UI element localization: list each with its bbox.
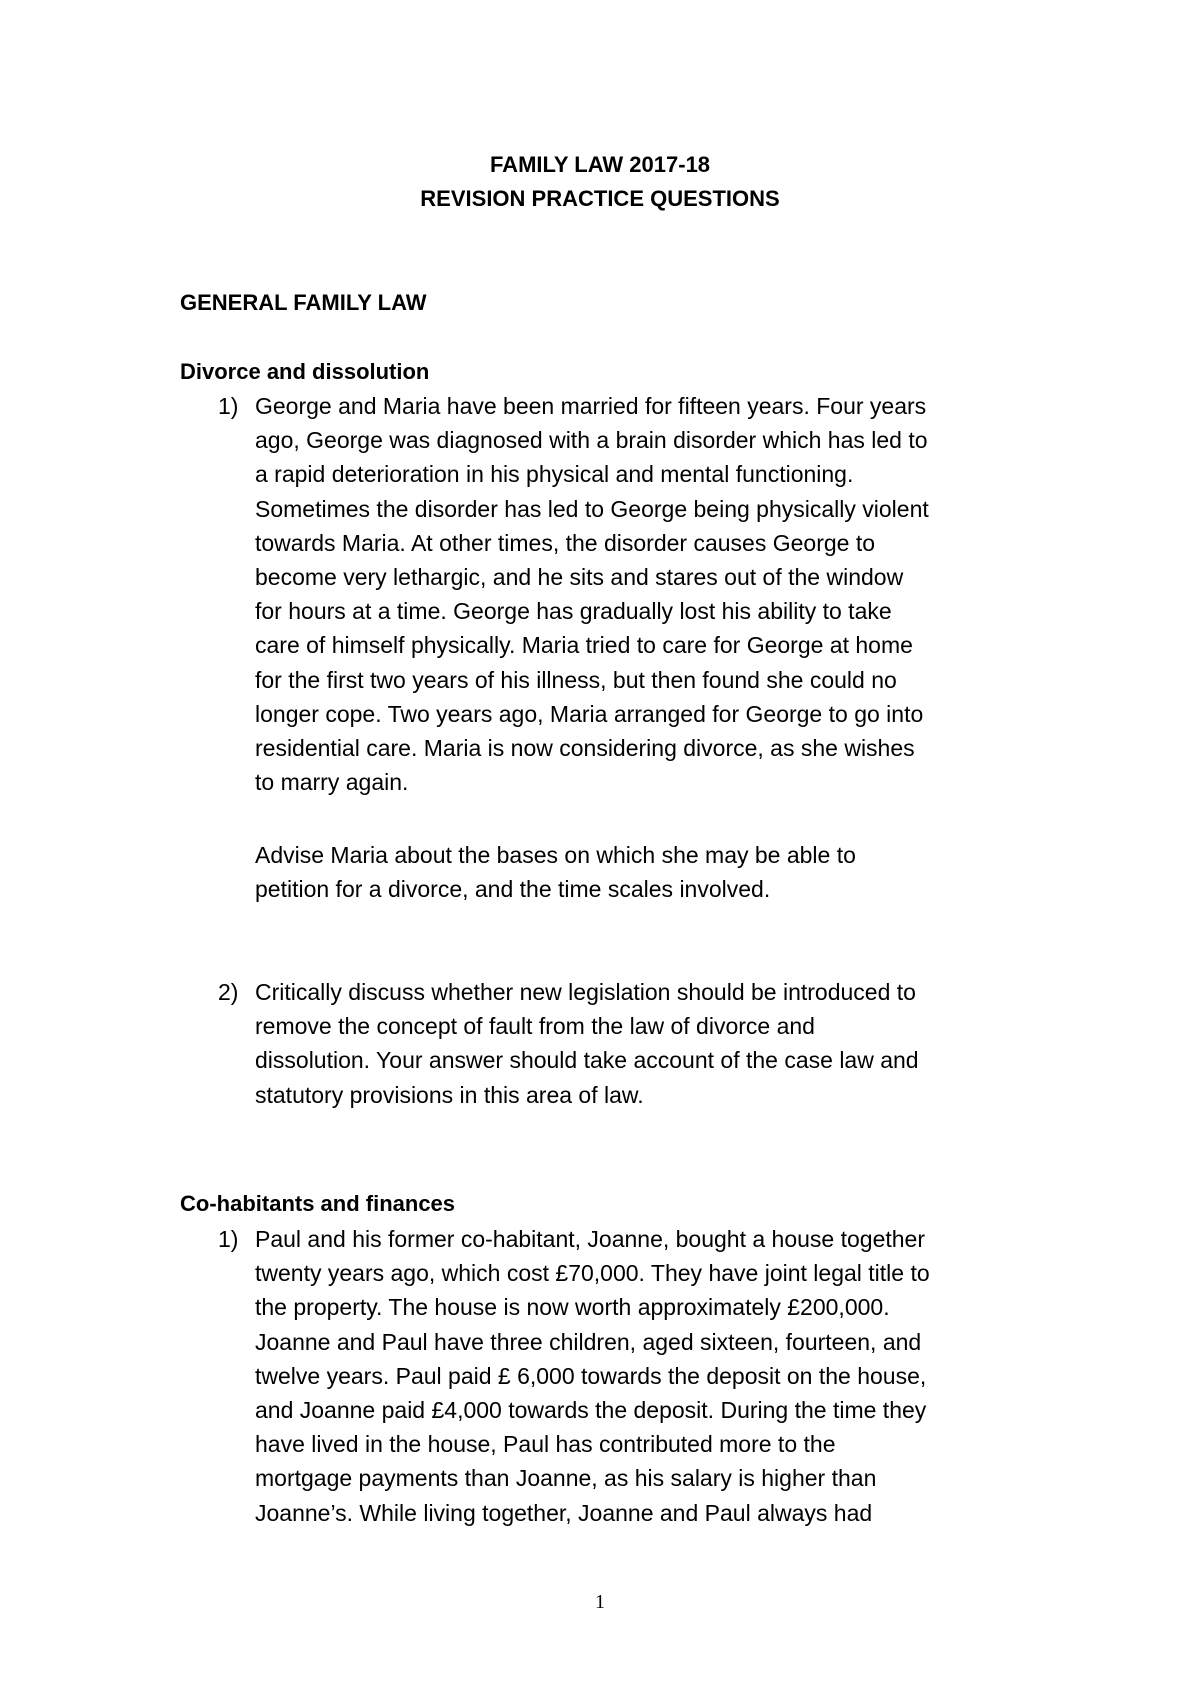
text-line: care of himself physically. Maria tried to care for George at home [255,632,913,659]
text-line: for the first two years of his illness, but then found she could no [255,666,897,693]
question-text-divorce-2 [255,975,1055,1112]
page-number: 1 [595,1591,605,1613]
subsection-heading-cohabitants: Co-habitants and finances [180,1191,456,1216]
section-heading-general: GENERAL FAMILY LAW [180,290,427,315]
text-line: Joanne and Paul have three children, aged sixteen, fourteen, and [255,1328,922,1355]
text-line: twenty years ago, which cost £70,000. They have joint legal title to [255,1260,930,1287]
text-line: twelve years. Paul paid £ 6,000 towards the deposit on the house, [255,1362,927,1389]
text-line: Sometimes the disorder has led to George being physically violent [255,495,929,522]
text-line: for hours at a time. George has gradually lost his ability to take [255,598,892,625]
question-text-divorce-1 [255,389,1055,799]
text-line: longer cope. Two years ago, Maria arranged for George to go into [255,700,924,727]
text-line: a rapid deterioration in his physical and mental functioning. [255,461,854,488]
subsection-heading-divorce: Divorce and dissolution [180,359,430,384]
text-line: Advise Maria about the bases on which she may be able to [255,842,856,868]
text-line: the property. The house is now worth approximately £200,000. [255,1294,890,1321]
question-text-cohabitants-1 [255,1222,1055,1530]
document-subtitle: REVISION PRACTICE QUESTIONS [420,186,780,211]
text-line: residential care. Maria is now considering divorce, as she wishes [255,734,915,761]
document-title: FAMILY LAW 2017-18 [489,152,711,177]
text-line: statutory provisions in this area of law. [255,1081,644,1108]
text-line: ago, George was diagnosed with a brain disorder which has led to [255,427,928,454]
text-line: Joanne’s. While living together, Joanne and Paul always had [255,1499,873,1526]
text-line: Critically discuss whether new legislation should be introduced to [255,979,916,1005]
text-line: to marry again. [255,769,409,796]
text-line: petition for a divorce, and the time scales involved. [255,876,771,903]
question-number: 1) [218,1226,239,1252]
text-line: become very lethargic, and he sits and stares out of the window [255,563,904,590]
text-line: mortgage payments than Joanne, as his salary is higher than [255,1465,877,1492]
text-line: towards Maria. At other times, the disorder causes George to [255,529,876,556]
text-line: dissolution. Your answer should take account of the case law and [255,1047,919,1074]
question-advice-divorce-1 [255,838,1055,906]
question-number: 1) [218,393,239,419]
text-line: have lived in the house, Paul has contributed more to the [255,1431,836,1458]
text-line: and Joanne paid £4,000 towards the deposit. During the time they [255,1396,927,1423]
text-line: Paul and his former co-habitant, Joanne, bought a house together [255,1226,926,1252]
text-line: remove the concept of fault from the law of divorce and [255,1013,815,1040]
question-number: 2) [218,979,239,1005]
text-line: George and Maria have been married for fifteen years. Four years [255,393,927,419]
